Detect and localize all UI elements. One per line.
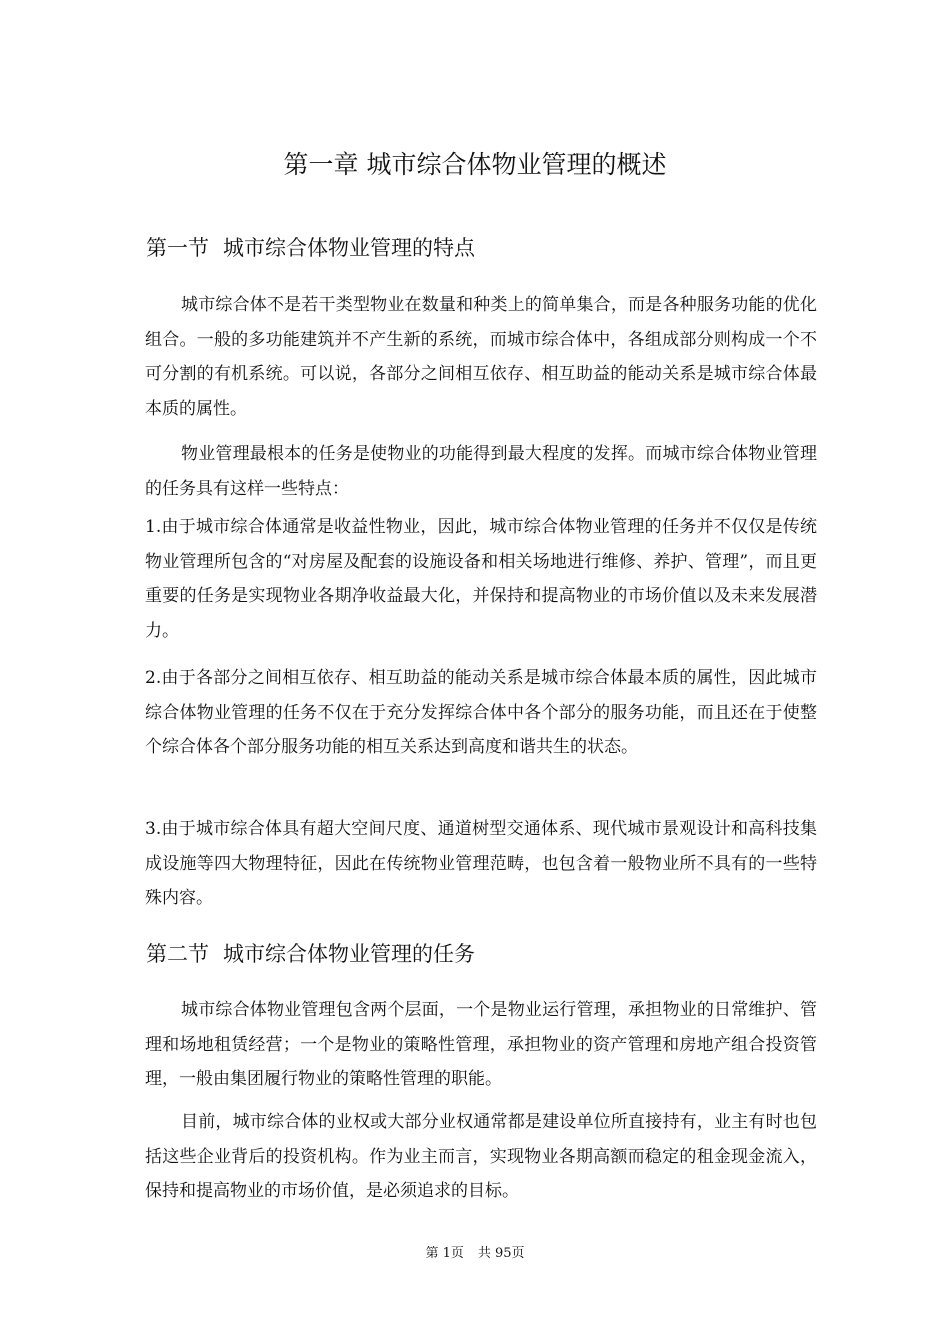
section-1-title: 城市综合体物业管理的特点	[223, 236, 475, 260]
total-pages: 共 95页	[477, 1246, 525, 1261]
page-footer	[0, 1244, 950, 1264]
section-2-number: 第二节	[146, 942, 209, 966]
section-1-number: 第一节	[146, 236, 209, 260]
chapter-title: 第一章 城市综合体物业管理的概述	[283, 150, 667, 179]
section-2-heading	[146, 938, 475, 970]
section-1-list-item-2: 2.由于各部分之间相互依存、相互助益的能动关系是城市综合体最本质的属性，因此城市综合体物业管理的任务不仅在于充分发挥综合体中各个部分的服务功能，而且还在于使整个综合体各个部分服务功能的相互关系达到高度和谐共生的状态。	[145, 668, 817, 757]
section-2-paragraph-1: 城市综合体物业管理包含两个层面，一个是物业运行管理，承担物业的日常维护、管理和场地租赁经营；一个是物业的策略性管理，承担物业的资产管理和房地产组合投资管理，一般由集团履行物业的策略性管理的职能。	[145, 1000, 817, 1089]
section-1-paragraph-2: 物业管理最根本的任务是使物业的功能得到最大程度的发挥。而城市综合体物业管理的任务具有这样一些特点：	[145, 444, 817, 499]
section-1-heading	[146, 232, 475, 264]
section-1-list-item-1: 1.由于城市综合体通常是收益性物业，因此，城市综合体物业管理的任务并不仅仅是传统物业管理所包含的“对房屋及配套的设施设备和相关场地进行维修、养护、管理”，而且更重要的任务是实现物业各期净收益最大化，并保持和提高物业的市场价值以及未来发展潜力。	[145, 517, 817, 641]
section-2-title: 城市综合体物业管理的任务	[223, 942, 475, 966]
section-1-list-item-3: 3.由于城市综合体具有超大空间尺度、通道树型交通体系、现代城市景观设计和高科技集成设施等四大物理特征，因此在传统物业管理范畴，也包含着一般物业所不具有的一些特殊内容。	[145, 819, 817, 908]
page-number: 第 1页	[425, 1246, 464, 1261]
section-1-paragraph-1: 城市综合体不是若干类型物业在数量和种类上的简单集合，而是各种服务功能的优化组合。一般的多功能建筑并不产生新的系统，而城市综合体中，各组成部分则构成一个不可分割的有机系统。可以说，各部分之间相互依存、相互助益的能动关系是城市综合体最本质的属性。	[145, 295, 817, 419]
section-2-paragraph-2: 目前，城市综合体的业权或大部分业权通常都是建设单位所直接持有，业主有时也包括这些企业背后的投资机构。作为业主而言，实现物业各期高额而稳定的租金现金流入，保持和提高物业的市场价值，是必须追求的目标。	[145, 1112, 817, 1201]
